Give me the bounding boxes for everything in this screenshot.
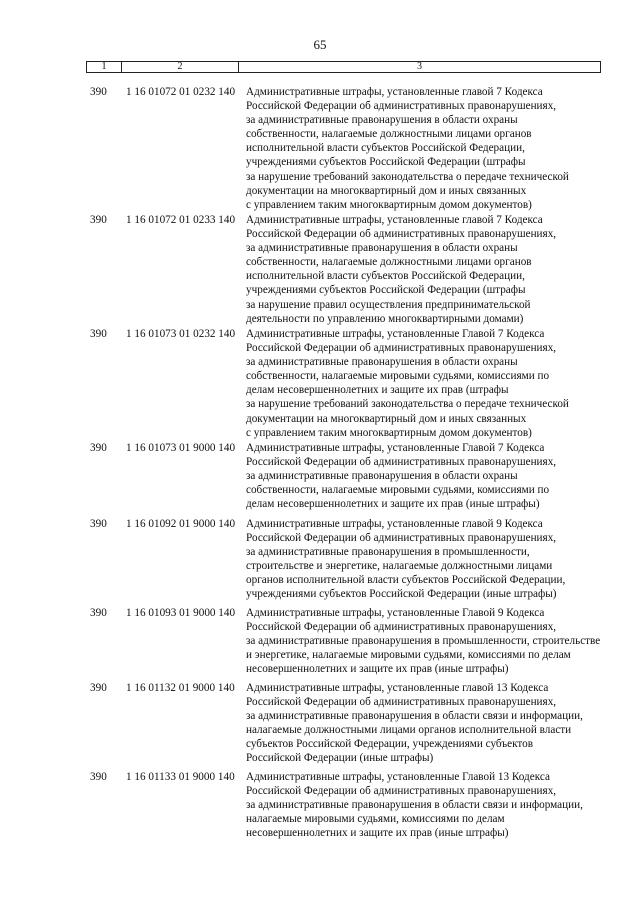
description-line: с управлением таким многоквартирным домом документов) [246, 198, 532, 211]
description-line: Российской Федерации об административных правонарушениях, [246, 621, 557, 634]
description-cell [246, 85, 606, 212]
description-cell [246, 327, 606, 440]
description-line: за административные правонарушения в области охраны [246, 114, 518, 127]
description-line: документации на многоквартирный дом и иных связанных [246, 184, 527, 197]
description-line: учреждениями субъектов Российской Федерации (иные штрафы) [246, 588, 557, 601]
admin-code-cell: 390 [90, 771, 107, 783]
budget-code-cell: 1 16 01092 01 9000 140 [126, 518, 236, 530]
description-line: исполнительной власти субъектов Российской Федерации, [246, 142, 525, 155]
description-line: Административные штрафы, установленные главой 13 Кодекса [246, 682, 549, 694]
description-line: Административные штрафы, установленные Главой 7 Кодекса [246, 328, 545, 340]
description-line: за административные правонарушения в области охраны [246, 470, 518, 483]
admin-code-cell: 390 [90, 214, 107, 226]
description-line: за административные правонарушения в области охраны [246, 242, 518, 255]
description-line: Российской Федерации об административных правонарушениях, [246, 456, 557, 469]
description-line: собственности, налагаемые мировыми судьями, комиссиями по [246, 370, 550, 383]
description-line: Административные штрафы, установленные главой 7 Кодекса [246, 214, 543, 226]
budget-code-cell: 1 16 01072 01 0232 140 [126, 86, 236, 98]
description-line: за административные правонарушения в промышленности, строительстве [246, 635, 601, 648]
description-line: собственности, налагаемые мировыми судьями, комиссиями по [246, 484, 550, 497]
description-line: документации на многоквартирный дом и иных связанных [246, 412, 527, 425]
description-line: Российской Федерации об административных правонарушениях, [246, 342, 557, 355]
admin-code-cell: 390 [90, 442, 107, 454]
description-line: строительстве и энергетике, налагаемые должностными лицами [246, 560, 553, 573]
description-cell [246, 441, 606, 511]
description-cell [246, 606, 606, 676]
description-line: Российской Федерации об административных правонарушениях, [246, 228, 557, 241]
description-cell [246, 770, 606, 840]
description-line: учреждениями субъектов Российской Федерации (штрафы [246, 284, 526, 297]
description-line: за нарушение требований законодательства о передаче технической [246, 398, 569, 411]
budget-code-cell: 1 16 01132 01 9000 140 [126, 682, 235, 694]
budget-code-cell: 1 16 01072 01 0233 140 [126, 214, 236, 226]
description-line: органов исполнительной власти субъектов Российской Федерации, [246, 574, 566, 587]
header-col-3: 3 [417, 61, 422, 72]
header-col-1: 1 [87, 62, 122, 72]
description-line: налагаемые мировыми судьями, комиссиями по делам [246, 813, 505, 826]
description-line: несовершеннолетних и защите их прав (иные штрафы) [246, 827, 509, 840]
page-number: 65 [313, 37, 327, 52]
description-line: учреждениями субъектов Российской Федерации (штрафы [246, 156, 526, 169]
description-line: делам несовершеннолетних и защите их прав (иные штрафы) [246, 498, 540, 511]
description-line: Административные штрафы, установленные Главой 9 Кодекса [246, 607, 545, 619]
admin-code-cell: 390 [90, 518, 107, 530]
description-line: налагаемые должностными лицами органов исполнительной власти [246, 724, 572, 737]
budget-code-cell: 1 16 01093 01 9000 140 [126, 607, 236, 619]
description-line: за административные правонарушения в области связи и информации, [246, 710, 583, 723]
description-line: Российской Федерации об административных правонарушениях, [246, 785, 557, 798]
header-col-2: 2 [122, 62, 239, 72]
description-line: Российской Федерации об административных правонарушениях, [246, 696, 557, 709]
admin-code-cell: 390 [90, 328, 107, 340]
description-line: несовершеннолетних и защите их прав (иные штрафы) [246, 663, 509, 676]
admin-code-cell: 390 [90, 607, 107, 619]
description-line: Российской Федерации об административных правонарушениях, [246, 100, 557, 113]
description-line: деятельности по управлению многоквартирными домами) [246, 312, 524, 325]
description-line: за административные правонарушения в области охраны [246, 356, 518, 369]
description-line: Административные штрафы, установленные Главой 7 Кодекса [246, 442, 545, 454]
description-line: и энергетике, налагаемые мировыми судьями, комиссиями по делам [246, 649, 571, 662]
description-line: субъектов Российской Федерации, учреждениями субъектов [246, 738, 533, 751]
admin-code-cell: 390 [90, 86, 107, 98]
description-line: Административные штрафы, установленные Главой 13 Кодекса [246, 771, 550, 783]
description-cell [246, 517, 606, 602]
description-line: с управлением таким многоквартирным домом документов) [246, 426, 532, 439]
description-line: Административные штрафы, установленные главой 9 Кодекса [246, 518, 543, 530]
description-cell [246, 213, 606, 326]
description-line: за нарушение требований законодательства о передаче технической [246, 170, 569, 183]
description-line: за нарушение правил осуществления предпринимательской [246, 298, 531, 311]
description-line: за административные правонарушения в промышленности, [246, 546, 530, 559]
admin-code-cell: 390 [90, 682, 107, 694]
description-line: за административные правонарушения в области связи и информации, [246, 799, 583, 812]
description-line: собственности, налагаемые должностными лицами органов [246, 256, 532, 269]
budget-code-cell: 1 16 01133 01 9000 140 [126, 771, 235, 783]
description-line: Российской Федерации (иные штрафы) [246, 752, 434, 765]
budget-code-cell: 1 16 01073 01 9000 140 [126, 442, 236, 454]
description-line: Российской Федерации об административных правонарушениях, [246, 532, 557, 545]
description-cell [246, 681, 606, 766]
description-line: исполнительной власти субъектов Российской Федерации, [246, 270, 525, 283]
description-line: делам несовершеннолетних и защите их прав (штрафы [246, 384, 509, 397]
budget-code-cell: 1 16 01073 01 0232 140 [126, 328, 236, 340]
description-line: Административные штрафы, установленные главой 7 Кодекса [246, 86, 543, 98]
description-line: собственности, налагаемые должностными лицами органов [246, 128, 532, 141]
table-header [86, 61, 601, 73]
